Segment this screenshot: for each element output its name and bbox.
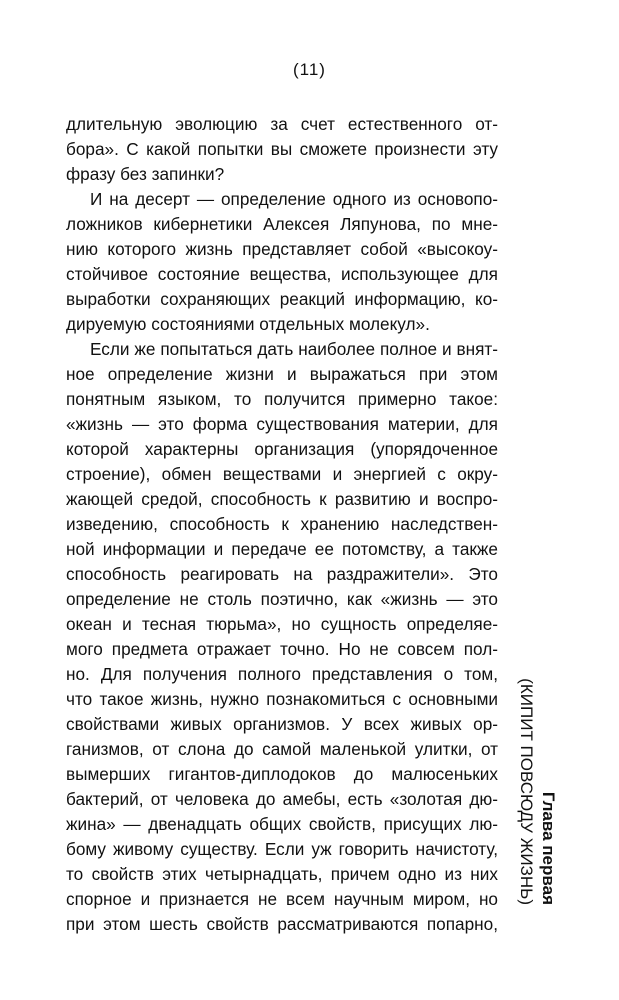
- text-line: понятным языком, то получится примерно такое:: [66, 389, 498, 409]
- text-line: свойствами живых организмов. У всех живых ор-: [66, 714, 498, 734]
- text-line: вымерших гигантов-диплодоков до малюсеньких: [66, 764, 498, 784]
- text-line: определение не столь поэтично, как «жизнь — это: [66, 589, 498, 609]
- text-line: ной информации и передаче ее потомству, а также: [66, 539, 498, 559]
- chapter-side-header-inner: [510, 665, 560, 905]
- text-line: фразу без запинки?: [66, 164, 225, 184]
- text-line: И на десерт — определение одного из основопо-: [90, 189, 498, 209]
- text-line: дируемую состояниями отдельных молекул».: [66, 314, 430, 334]
- text-line: бора». С какой попытки вы сможете произнести эту: [66, 139, 498, 159]
- chapter-side-header: [510, 665, 560, 905]
- text-line: при этом шесть свойств рассматриваются попарно,: [66, 914, 498, 934]
- text-line: длительную эволюцию за счет естественного от-: [66, 114, 498, 134]
- body-text: [66, 112, 498, 937]
- text-line: способность реагировать на раздражители». Это: [66, 564, 498, 584]
- text-line: спорное и признается не всем научным миром, но: [66, 889, 498, 909]
- paragraph: [66, 337, 498, 937]
- text-line: «жизнь — это форма существования материи, для: [66, 414, 498, 434]
- text-line: жина» — двенадцать общих свойств, присущих лю-: [66, 814, 498, 834]
- text-line: выработки сохраняющих реакций информацию, ко-: [66, 289, 498, 309]
- text-line: изведению, способность к хранению наследствен-: [66, 514, 498, 534]
- chapter-title: Глава первая: [539, 791, 558, 905]
- text-line: бому живому существу. Если уж говорить начистоту,: [66, 839, 498, 859]
- text-line: ложников кибернетики Алексея Ляпунова, по мне-: [66, 214, 498, 234]
- text-line: Если же попытаться дать наиболее полное и внят-: [90, 339, 498, 359]
- text-line: которой характерны организация (упорядоченное: [66, 439, 498, 459]
- text-line: мого предмета отражает точно. Но не совсем пол-: [66, 639, 498, 659]
- text-line: то свойств этих четырнадцать, причем одно из них: [66, 864, 498, 884]
- text-line: ганизмов, от слона до самой маленькой улитки, от: [66, 739, 498, 759]
- paragraph: [66, 187, 498, 337]
- text-line: что такое жизнь, нужно познакомиться с основными: [66, 689, 498, 709]
- text-line: бактерий, от человека до амебы, есть «золотая дю-: [66, 789, 498, 809]
- text-line: ное определение жизни и выражаться при этом: [66, 364, 498, 384]
- chapter-subtitle: (КИПИТ ПОВСЮДУ ЖИЗНЬ): [517, 678, 536, 905]
- text-line: строение), обмен веществами и энергией с окру-: [66, 464, 498, 484]
- page-number: (11): [293, 60, 326, 79]
- text-line: но. Для получения полного представления о том,: [66, 664, 498, 684]
- text-line: жающей средой, способность к развитию и воспро-: [66, 489, 498, 509]
- text-line: нию которого жизнь представляет собой «высокоу-: [66, 239, 498, 259]
- text-line: океан и тесная тюрьма», но сущность определяе-: [66, 614, 498, 634]
- paragraph: [66, 112, 498, 187]
- text-line: стойчивое состояние вещества, использующее для: [66, 264, 498, 284]
